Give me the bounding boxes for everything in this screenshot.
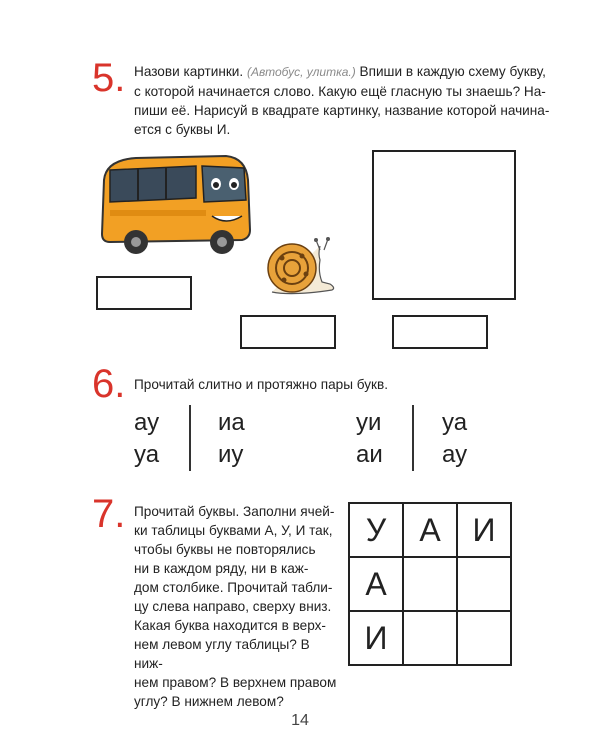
grid-cell-1-1[interactable]: У <box>349 503 403 557</box>
task-5-text <box>134 62 550 139</box>
grid-cell-3-1[interactable]: И <box>349 611 403 665</box>
task-5-hint: (Автобус, улитка.) <box>246 65 356 79</box>
drawing-square[interactable] <box>372 150 516 300</box>
grid-cell-2-2[interactable] <box>403 557 457 611</box>
answer-box-snail[interactable] <box>240 315 336 349</box>
pair-2-1: уа <box>134 441 160 468</box>
pair-1-1: ау <box>134 409 160 436</box>
task-7-line-8: нем левом углу таблицы? В ниж- <box>134 637 310 671</box>
grid-cell-1-3[interactable]: И <box>457 503 511 557</box>
task-5-line-1 <box>134 62 546 82</box>
task-7-line-7: Какая буква находится в верх- <box>134 618 326 633</box>
answer-box-bus[interactable] <box>96 276 192 310</box>
pair-2-2: иу <box>218 441 244 468</box>
pair-divider-1 <box>189 405 191 471</box>
grid-row-1 <box>349 503 511 557</box>
task-5-number: 5. <box>92 56 126 100</box>
task-7-line-9: нем правом? В верхнем правом <box>134 675 337 690</box>
page-number: 14 <box>291 712 309 729</box>
task-5-text-b: Впиши в каждую схему букву, <box>355 64 546 79</box>
task-7-number: 7. <box>92 492 126 536</box>
task-6-text: Прочитай слитно и протяжно пары букв. <box>134 377 388 392</box>
grid-row-2 <box>349 557 511 611</box>
pair-1-2: иа <box>218 409 245 436</box>
task-7-line-2: ки таблицы буквами А, У, И так, <box>134 523 333 538</box>
task-5-line-2: с которой начинается слово. Какую ещё гласную ты знаешь? На- <box>134 84 546 99</box>
pair-2-3: аи <box>356 441 383 468</box>
task-7-line-6: цу слева направо, сверху вниз. <box>134 599 332 614</box>
letter-grid <box>348 502 512 666</box>
pair-divider-2 <box>412 405 414 471</box>
grid-row-3 <box>349 611 511 665</box>
pair-1-3: уи <box>356 409 382 436</box>
task-5-line-3: пиши её. Нарисуй в квадрате картинку, название которой начина- <box>134 103 550 118</box>
grid-cell-2-1[interactable]: А <box>349 557 403 611</box>
task-7-line-1: Прочитай буквы. Заполни ячей- <box>134 504 335 519</box>
snail-image <box>262 236 342 300</box>
pair-2-4: ау <box>442 441 468 468</box>
grid-cell-1-2[interactable]: А <box>403 503 457 557</box>
task-7-text <box>134 502 340 711</box>
task-5-line-4: ется с буквы И. <box>134 122 231 137</box>
pair-1-4: уа <box>442 409 468 436</box>
task-7-line-5: дом столбике. Прочитай табли- <box>134 580 333 595</box>
task-6-number: 6. <box>92 362 126 406</box>
task-7-line-10: углу? В нижнем левом? <box>134 694 284 709</box>
grid-cell-3-3[interactable] <box>457 611 511 665</box>
task-7-line-3: чтобы буквы не повторялись <box>134 542 316 557</box>
task-5-text-a: Назови картинки. <box>134 64 247 79</box>
grid-cell-3-2[interactable] <box>403 611 457 665</box>
answer-box-extra[interactable] <box>392 315 488 349</box>
task-7-line-4: ни в каждом ряду, ни в каж- <box>134 561 309 576</box>
grid-cell-2-3[interactable] <box>457 557 511 611</box>
bus-image <box>96 150 256 255</box>
